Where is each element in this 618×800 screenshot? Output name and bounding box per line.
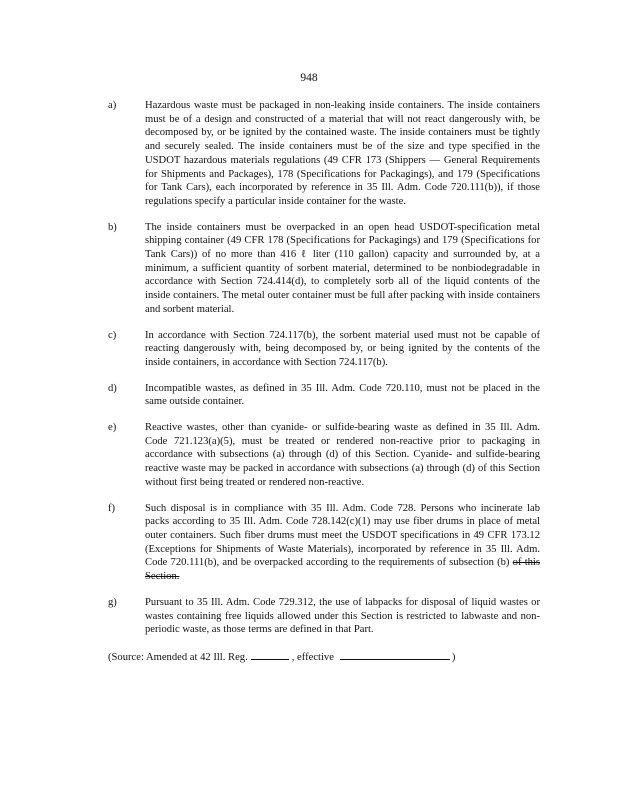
- subsection-label: d): [108, 382, 117, 394]
- subsection-f: [108, 502, 540, 584]
- subsection-text: The inside containers must be overpacked in an open head USDOT-specification metal shipping container (49 CFR 178 (Specifications for Packagings) and 179 (Specifications for Tank Cars)) of no more than 416 ℓ liter (110 gallon) capacity and surrounded by, at a minimum, a sufficient quantity of sorbent material, determined to be nonbiodegradable in accordance with Section 724.414(d), to completely sorb all of the liquid contents of the inside containers. The metal outer container must be full after packing with inside containers and sorbent material.: [145, 221, 540, 315]
- source-middle: , effective: [291, 651, 334, 663]
- subsection-e: [108, 421, 540, 490]
- subsection-text: Incompatible wastes, as defined in 35 Ill. Adm. Code 720.110, must not be placed in the same outside container.: [145, 382, 540, 408]
- subsection-b: [108, 221, 540, 317]
- subsection-label: c): [108, 329, 117, 341]
- effective-date-blank: [340, 649, 450, 660]
- subsection-label: a): [108, 100, 117, 111]
- struck-text: of this Section.: [145, 557, 541, 583]
- reg-volume-blank: [251, 649, 289, 660]
- subsection-a: [108, 99, 540, 209]
- source-prefix: (Source: Amended at 42 Ill. Reg.: [108, 651, 248, 663]
- subsection-g: [108, 596, 540, 637]
- source-suffix: ): [451, 651, 456, 663]
- document-body: [108, 99, 540, 665]
- subsection-text: Pursuant to 35 Ill. Adm. Code 729.312, the use of labpacks for disposal of liquid wastes or wastes containing free liquids allowed under this Section is restricted to labwaste and non-periodic waste, as those terms are defined in that Part.: [145, 596, 540, 636]
- subsection-label: g): [108, 596, 117, 608]
- subsection-label: e): [108, 422, 117, 434]
- subsection-text: Reactive wastes, other than cyanide- or sulfide-bearing waste as defined in 35 Ill. Adm. Code 721.123(a)(5), must be treated or rendered non-reactive prior to packaging in accordance with subsections (a) through (d) of this Section. Cyanide- and sulfide-bearing reactive waste may be packed in accordance with subsections (a) through (d) of this Section without first being treated or rendered non-reactive.: [145, 422, 540, 488]
- subsection-label: f): [108, 502, 116, 514]
- subsection-text: [145, 502, 540, 584]
- subsection-text: Hazardous waste must be packaged in non-leaking inside containers. The inside containers must be of a design and constructed of a material that will not react dangerously with, be decomposed by, or be ignited by the contained waste. The inside containers must be tightly and securely sealed. The inside containers must be of the size and type specified in the USDOT hazardous materials regulations (49 CFR 173 (Shippers — General Requirements for Shipments and Packages), 178 (Specifications for Packagings), and 179 (Specifications for Tank Cars), each incorporated by reference in 35 Ill. Adm. Code 720.111(b)), if those regulations specify a particular inside container for the waste.: [145, 100, 540, 207]
- subsection-label: b): [108, 221, 117, 233]
- subsection-c: [108, 329, 540, 370]
- subsection-d: [108, 382, 540, 409]
- source-note: [108, 649, 540, 665]
- subsection-text-main: Such disposal is in compliance with 35 Ill. Adm. Code 728. Persons who incinerate lab packs according to 35 Ill. Adm. Code 728.142(c)(1) may use fiber drums in place of metal outer containers. Such fiber drums must meet the USDOT specifications in 49 CFR 173.12 (Exceptions for Shipments of Waste Materials), incorporated by reference in 35 Ill. Adm. Code 720.111(b), and be overpacked according to the requirements of subsection (b): [145, 502, 540, 569]
- page-number: 948: [300, 72, 318, 84]
- subsection-text: In accordance with Section 724.117(b), the sorbent material used must not be capable of reacting dangerously with, being decomposed by, or being ignited by the contents of the inside containers, in accordance with Section 724.117(b).: [145, 329, 540, 368]
